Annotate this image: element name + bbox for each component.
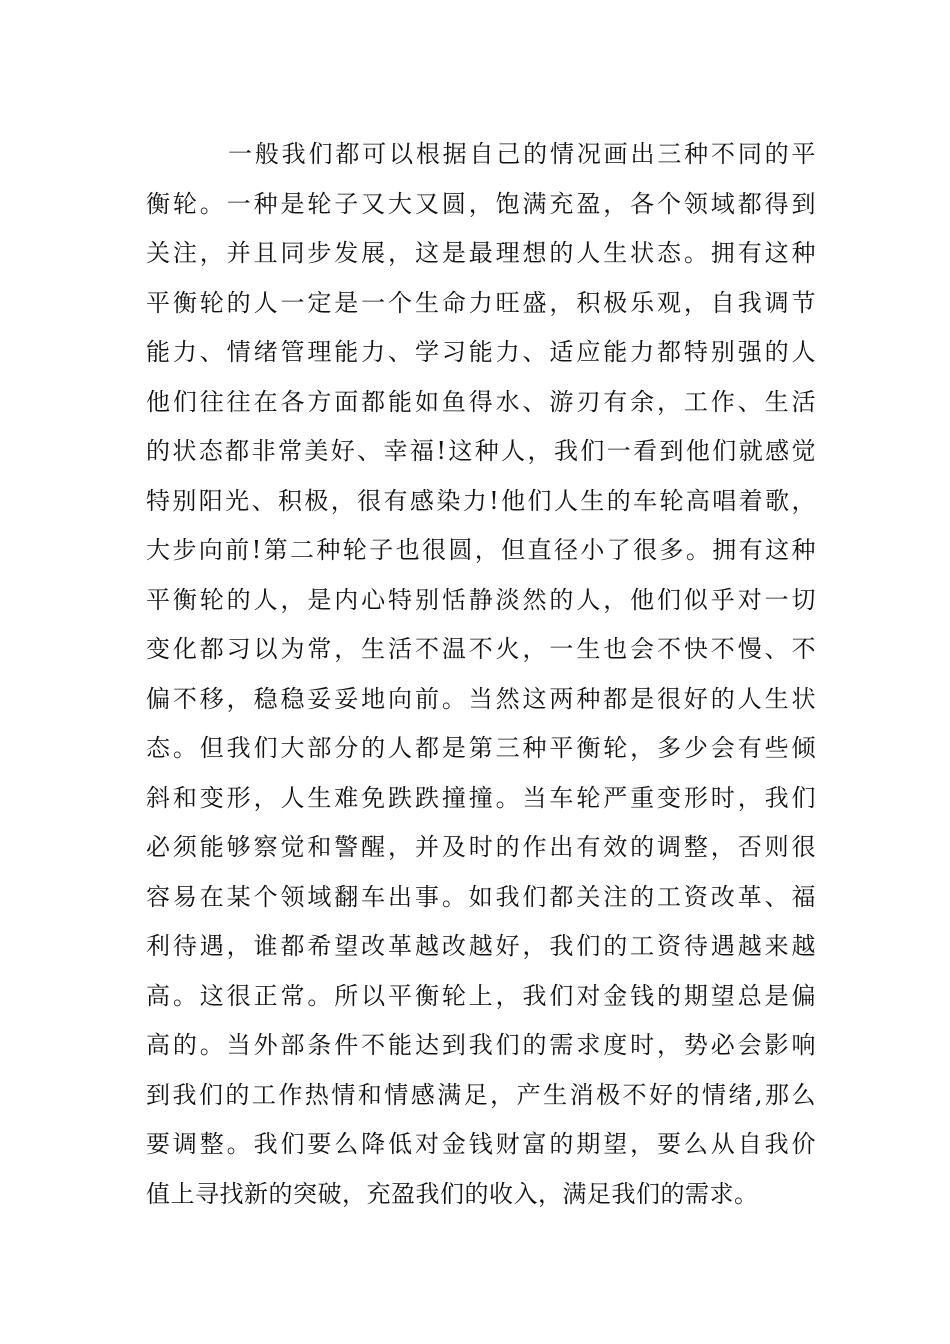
paragraph-line: 关注，并且同步发展，这是最理想的人生状态。拥有这种: [146, 239, 816, 267]
paragraph-line: 变化都习以为常，生活不温不火，一生也会不快不慢、不: [146, 635, 816, 663]
paragraph-line: 特别阳光、积极，很有感染力!他们人生的车轮高唱着歌，: [146, 486, 816, 515]
paragraph-line: 偏不移，稳稳妥妥地向前。当然这两种都是很好的人生状: [146, 684, 816, 713]
paragraph-line: 要调整。我们要么降低对金钱财富的期望，要么从自我价: [146, 1130, 816, 1158]
paragraph-line: 高的。当外部条件不能达到我们的需求度时，势必会影响: [146, 1031, 816, 1059]
paragraph-line: 到我们的工作热情和情感满足，产生消极不好的情绪,那么: [146, 1080, 816, 1109]
paragraph-line: 斜和变形，人生难免跌跌撞撞。当车轮严重变形时，我们: [146, 783, 816, 812]
paragraph-line: 平衡轮的人，是内心特别恬静淡然的人，他们似乎对一切: [146, 585, 816, 614]
paragraph-line: 容易在某个领域翻车出事。如我们都关注的工资改革、福: [146, 882, 816, 911]
paragraph-line: 能力、情绪管理能力、学习能力、适应能力都特别强的人: [146, 338, 816, 366]
body-paragraph: [146, 130, 816, 1219]
paragraph-line: 的状态都非常美好、幸福!这种人，我们一看到他们就感觉: [146, 437, 816, 465]
paragraph-line: 利待遇，谁都希望改革越改越好，我们的工资待遇越来越: [146, 932, 816, 960]
paragraph-line: 高。这很正常。所以平衡轮上，我们对金钱的期望总是偏: [146, 981, 816, 1010]
paragraph-line: 值上寻找新的突破，充盈我们的收入，满足我们的需求。: [146, 1179, 759, 1208]
paragraph-line: 平衡轮的人一定是一个生命力旺盛，积极乐观，自我调节: [146, 288, 816, 317]
paragraph-line: 必须能够察觉和警醒，并及时的作出有效的调整，否则很: [146, 833, 816, 861]
paragraph-line: 他们往往在各方面都能如鱼得水、游刃有余，工作、生活: [146, 387, 816, 416]
paragraph-line: 一般我们都可以根据自己的情况画出三种不同的平: [228, 140, 816, 168]
paragraph-line: 衡轮。一种是轮子又大又圆，饱满充盈，各个领域都得到: [146, 189, 816, 218]
paragraph-line: 大步向前!第二种轮子也很圆，但直径小了很多。拥有这种: [146, 536, 816, 564]
paragraph-line: 态。但我们大部分的人都是第三种平衡轮，多少会有些倾: [146, 734, 816, 762]
